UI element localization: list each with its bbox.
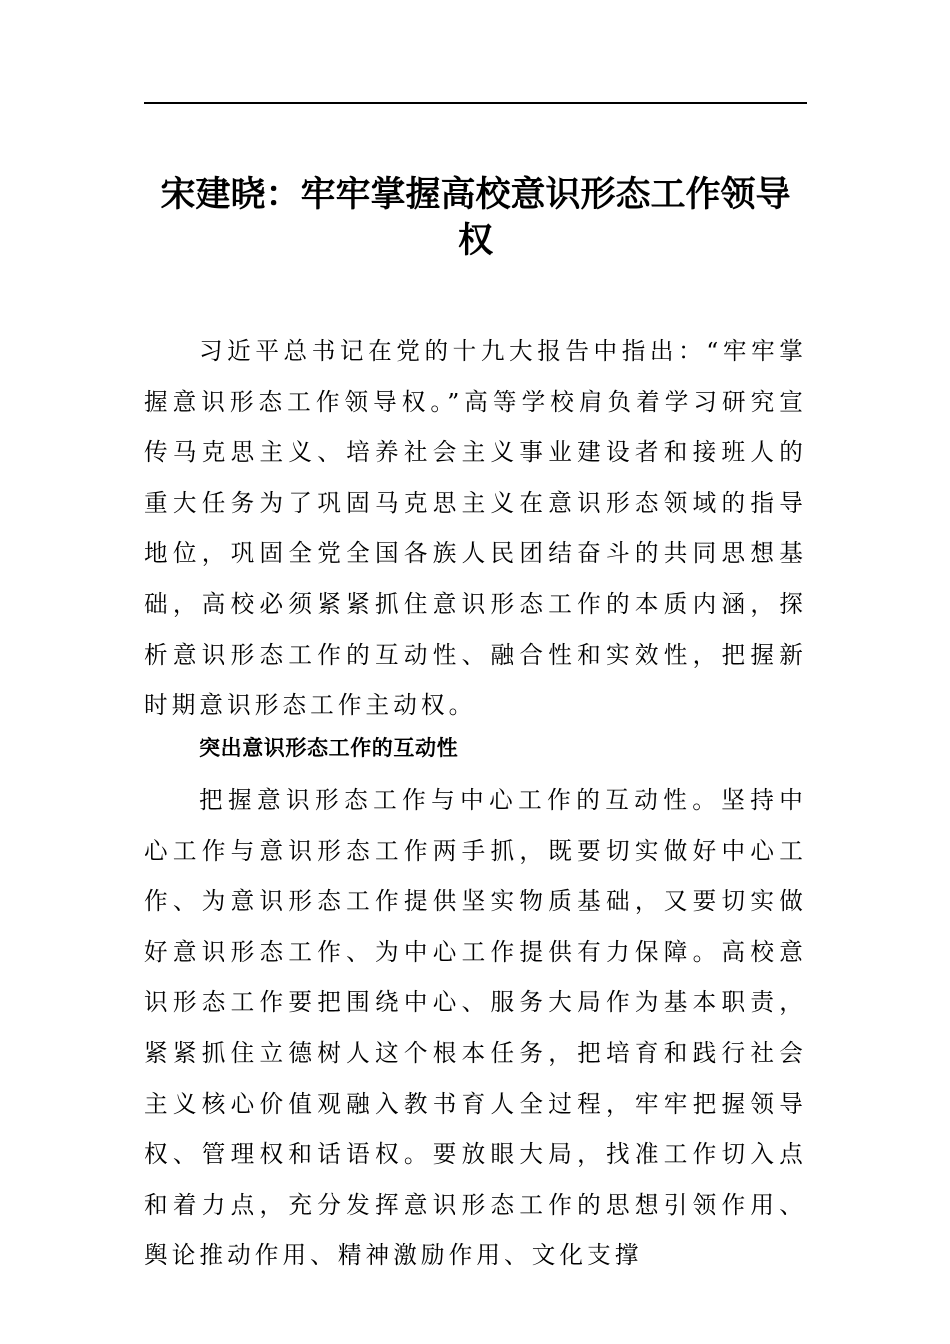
- section-heading: 突出意识形态工作的互动性: [199, 736, 459, 760]
- header-rule: [144, 102, 807, 104]
- intro-paragraph: 习近平总书记在党的十九大报告中指出：“牢牢掌握意识形态工作领导权。”高等学校肩负着学习研究宣传马克思主义、培养社会主义事业建设者和接班人的重大任务为了巩固马克思主义在意识形态领域的指导地位，巩固全党全国各族人民团结奋斗的共同思想基础，高校必须紧紧抓住意识形态工作的本质内涵，探析意识形态工作的互动性、融合性和实效性，把握新时期意识形态工作主动权。: [144, 337, 807, 720]
- section-paragraph: 把握意识形态工作与中心工作的互动性。坚持中心工作与意识形态工作两手抓，既要切实做好中心工作、为意识形态工作提供坚实物质基础，又要切实做好意识形态工作、为中心工作提供有力保障。高校意识形态工作要把围绕中心、服务大局作为基本职责，紧紧抓住立德树人这个根本任务，把培育和践行社会主义核心价值观融入教书育人全过程，牢牢把握领导权、管理权和话语权。要放眼大局，找准工作切入点和着力点，充分发挥意识形态工作的思想引领作用、舆论推动作用、精神激励作用、文化支撑: [144, 786, 807, 1270]
- article-title: 宋建晓：牢牢掌握高校意识形态工作领导权: [160, 175, 791, 261]
